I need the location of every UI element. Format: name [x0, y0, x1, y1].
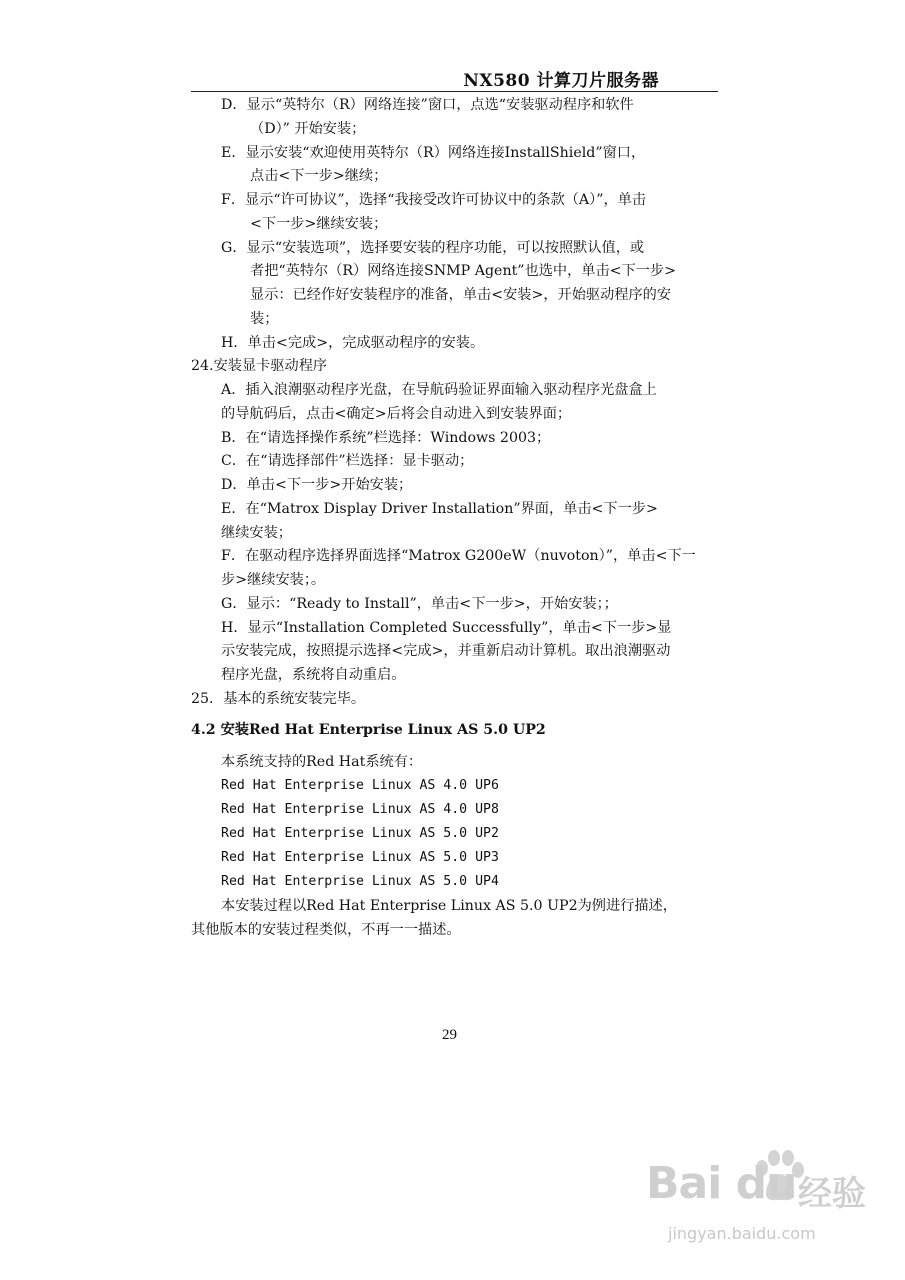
text-line: 的导航码后，点击<确定>后将会自动进入到安装界面；	[221, 406, 572, 422]
text-line: 者把“英特尔（R）网络连接SNMP Agent”也选中，单击<下一步>	[250, 263, 676, 279]
text-line: G．显示：“Ready to Install”，单击<下一步>，开始安装；；	[221, 596, 618, 612]
section-heading: 4.2 安装Red Hat Enterprise Linux AS 5.0 UP2	[191, 722, 546, 738]
os-version-item: Red Hat Enterprise Linux AS 4.0 UP8	[221, 802, 499, 817]
text-line: H．显示“Installation Completed Successfully”，单击<下一步>显	[221, 620, 672, 636]
text-line: 步>继续安装；。	[221, 572, 326, 588]
header-rule	[191, 91, 718, 92]
text-line: E．在“Matrox Display Driver Installation”界面，单击<下一步>	[221, 501, 658, 517]
section-item-25: 25．基本的系统安装完毕。	[191, 691, 366, 707]
text-line: 显示：已经作好安装程序的准备，单击<安装>，开始驱动程序的安	[250, 287, 672, 303]
watermark-url: jingyan.baidu.com	[668, 1224, 816, 1243]
text-line: D．显示“英特尔（R）网络连接”窗口，点选“安装驱动程序和软件	[221, 97, 634, 113]
text-line: B．在“请选择操作系统”栏选择：Windows 2003；	[221, 430, 551, 446]
text-line: 本系统支持的Red Hat系统有：	[221, 754, 423, 770]
baidu-watermark	[640, 1140, 880, 1270]
text-line: （D）” 开始安装；	[250, 121, 366, 137]
os-version-item: Red Hat Enterprise Linux AS 4.0 UP6	[221, 778, 499, 793]
text-line: 装；	[250, 311, 279, 327]
text-line: 其他版本的安装过程类似，不再一一描述。	[191, 922, 461, 938]
text-line: H．单击<完成>，完成驱动程序的安装。	[221, 335, 485, 351]
text-line: F．显示“许可协议”，选择“我接受改许可协议中的条款（A）”，单击	[221, 192, 647, 208]
text-line: F．在驱动程序选择界面选择“Matrox G200eW（nuvoton）”，单击<下一	[221, 548, 696, 564]
text-line: 点击<下一步>继续；	[250, 168, 388, 184]
text-line: <下一步>继续安装；	[250, 216, 388, 232]
os-version-item: Red Hat Enterprise Linux AS 5.0 UP2	[221, 826, 499, 841]
os-version-item: Red Hat Enterprise Linux AS 5.0 UP3	[221, 850, 499, 865]
text-line: G．显示“安装选项”，选择要安装的程序功能，可以按照默认值，或	[221, 240, 645, 256]
watermark-brand-cn: 经验	[798, 1174, 866, 1214]
text-line: 程序光盘，系统将自动重启。	[221, 667, 406, 683]
text-line: D．单击<下一步>开始安装；	[221, 477, 413, 493]
os-version-item: Red Hat Enterprise Linux AS 5.0 UP4	[221, 874, 499, 889]
page-number: 29	[442, 1027, 457, 1043]
text-line: E．显示安装“欢迎使用英特尔（R）网络连接InstallShield”窗口，	[221, 145, 646, 161]
text-line: 继续安装；	[221, 525, 292, 541]
watermark-brand: Bai du	[646, 1158, 797, 1209]
text-line: C．在“请选择部件”栏选择：显卡驱动；	[221, 453, 474, 469]
text-line: 示安装完成，按照提示选择<完成>，并重新启动计算机。取出浪潮驱动	[221, 643, 671, 659]
text-line: 本安装过程以Red Hat Enterprise Linux AS 5.0 UP2为例进行描述，	[221, 898, 677, 914]
section-item-24: 24.安装显卡驱动程序	[191, 358, 328, 374]
header-title: NX580 计算刀片服务器	[463, 71, 659, 91]
text-line: A．插入浪潮驱动程序光盘，在导航码验证界面输入驱动程序光盘盒上	[221, 382, 657, 398]
